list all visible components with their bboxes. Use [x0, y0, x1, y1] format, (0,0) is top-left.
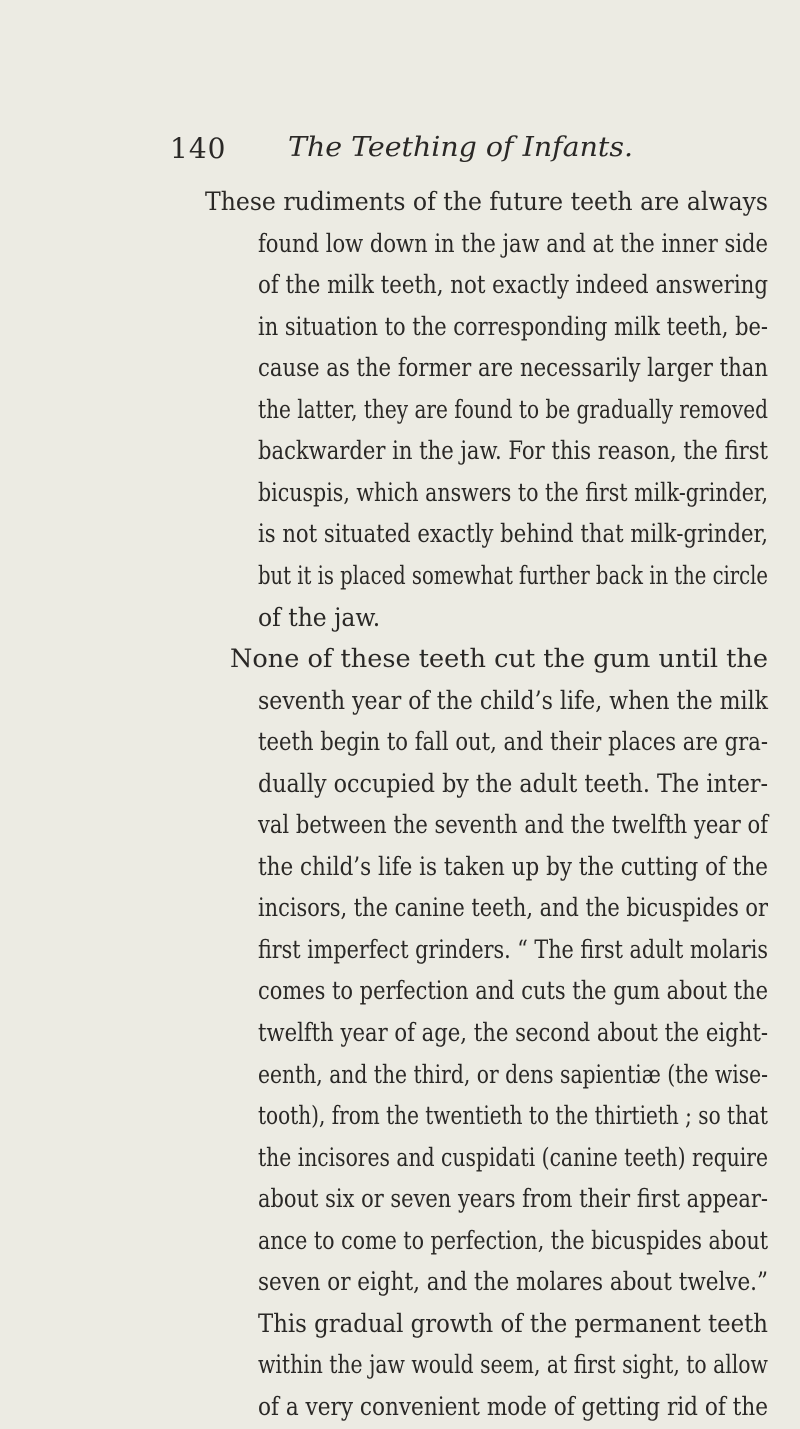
text-line-content: about six or seven years from their first appear-: [258, 1184, 769, 1215]
text-line: [0, 602, 800, 640]
text-line: [0, 436, 800, 473]
text-line-content: the incisores and cuspidati (canine teeth) require: [258, 1142, 769, 1173]
text-line-content: of the jaw.: [258, 602, 381, 633]
text-line: [0, 768, 800, 806]
text-line-content: tooth), from the twentieth to the thirtieth ; so that: [258, 1101, 768, 1132]
text-line-content: twelfth year of age, the second about the eight-: [258, 1018, 768, 1048]
text-line: [0, 311, 800, 349]
text-line: [0, 560, 800, 598]
text-line: [0, 644, 800, 681]
text-line: [0, 727, 800, 764]
text-line-content: within the jaw would seem, at first sight, to allow: [258, 1350, 768, 1381]
text-line-content: seven or eight, and the molares about twelve.”: [258, 1267, 769, 1298]
text-line: [0, 1225, 800, 1263]
text-line-content: is not situated exactly behind that milk-grinder,: [258, 519, 769, 550]
text-line: [0, 1018, 800, 1055]
text-line: [0, 519, 800, 556]
text-line: [0, 394, 800, 432]
text-line-content: the child’s life is taken up by the cutting of the: [258, 851, 768, 882]
text-line-content: of a very convenient mode of getting rid of the: [258, 1391, 769, 1422]
text-line: [0, 353, 800, 390]
text-line: [0, 851, 800, 889]
text-line: [0, 1142, 800, 1180]
text-line: [0, 228, 800, 266]
text-line: [0, 1184, 800, 1221]
text-line-content: the latter, they are found to be gradually removed: [258, 394, 768, 425]
text-line: [0, 1267, 800, 1304]
text-line: [0, 685, 800, 723]
running-head: The Teething of Infants.: [288, 132, 633, 163]
text-line-content: bicuspis, which answers to the first milk-grinder,: [258, 477, 769, 508]
text-line-content: first imperfect grinders. “ The first adult molaris: [258, 934, 768, 965]
text-line-content: comes to perfection and cuts the gum about the: [258, 976, 768, 1007]
text-line: [0, 187, 800, 224]
text-line-content: but it is placed somewhat further back in the circle: [258, 560, 768, 591]
text-line: [0, 270, 800, 307]
text-line-content: ance to come to perfection, the bicuspides about: [258, 1225, 768, 1256]
text-line-content: teeth begin to fall out, and their places are gra-: [258, 727, 768, 758]
text-line: [0, 1350, 800, 1387]
text-line-content: This gradual growth of the permanent teeth: [258, 1308, 768, 1339]
text-line: [0, 477, 800, 515]
text-line-content: eenth, and the third, or dens sapientiæ (the wise-: [258, 1059, 768, 1090]
text-line: [0, 893, 800, 930]
text-line-content: None of these teeth cut the gum until the: [230, 644, 769, 675]
text-line: [0, 1308, 800, 1346]
text-line-content: These rudiments of the future teeth are always: [205, 187, 769, 217]
text-line: [0, 810, 800, 847]
page-number: 140: [170, 132, 227, 165]
text-line-content: val between the seventh and the twelfth year of: [258, 810, 769, 841]
text-line-content: dually occupied by the adult teeth. The inter-: [258, 768, 769, 799]
text-line-content: in situation to the corresponding milk teeth, be-: [258, 311, 769, 342]
text-line-content: cause as the former are necessarily larger than: [258, 353, 768, 384]
text-line: [0, 934, 800, 972]
text-line-content: found low down in the jaw and at the inner side: [258, 228, 768, 259]
text-line-content: of the milk teeth, not exactly indeed answering: [258, 270, 769, 301]
text-line-content: backwarder in the jaw. For this reason, the first: [258, 436, 769, 467]
text-line: [0, 1101, 800, 1138]
text-line-content: seventh year of the child’s life, when the milk: [258, 685, 768, 716]
text-line: [0, 976, 800, 1013]
text-line-content: incisors, the canine teeth, and the bicuspides or: [258, 893, 768, 924]
text-line: [0, 1059, 800, 1097]
page-header: [170, 132, 770, 176]
text-line: [0, 1391, 800, 1429]
